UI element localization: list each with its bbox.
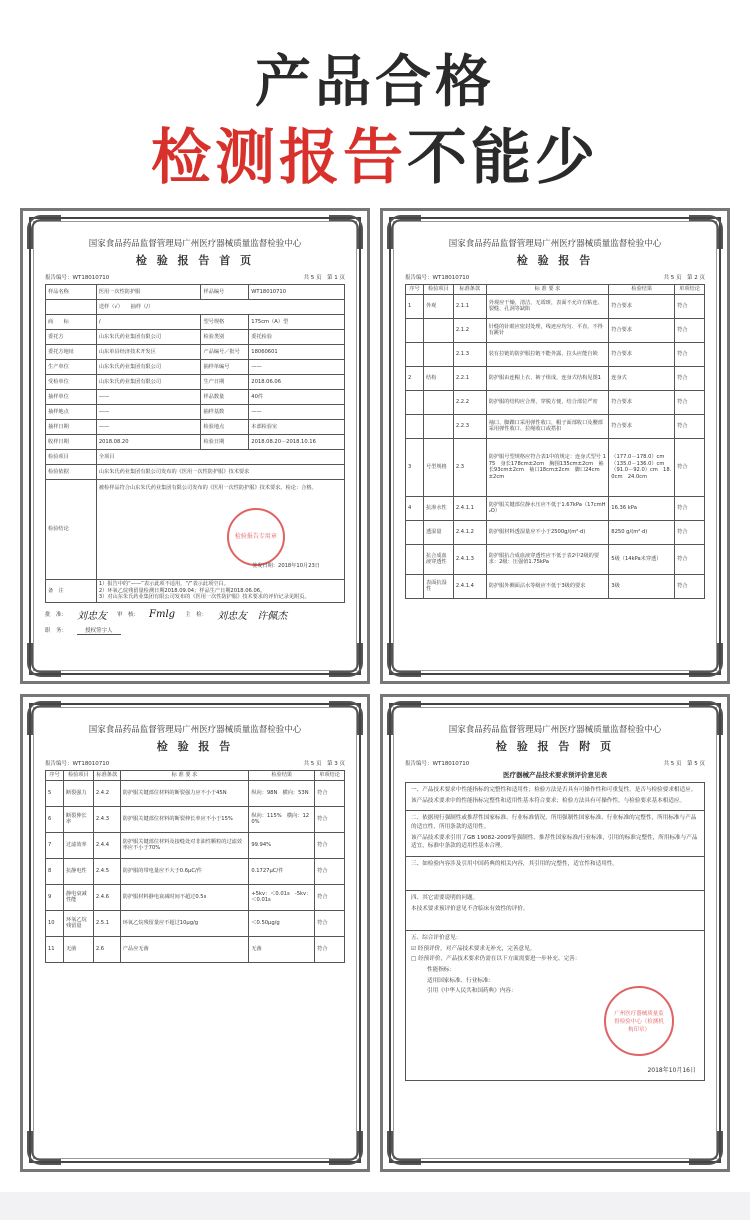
- info-table: [45, 284, 345, 480]
- table-cell: 样品数量: [201, 390, 249, 405]
- table-cell: 2.1.2: [453, 318, 486, 342]
- table-cell: 3级: [609, 574, 675, 598]
- headline-dark-text: 不能少: [407, 123, 599, 193]
- table-cell: 抗渗水性: [423, 496, 453, 520]
- table-cell: 防护服由连帽上衣、裤子组成，连身式结构见图1: [486, 366, 609, 390]
- table-cell: 符合: [315, 936, 345, 962]
- table-row: [46, 910, 345, 936]
- table-row: [46, 465, 345, 480]
- table-cell: 8: [46, 858, 64, 884]
- table-row: [406, 390, 705, 414]
- table-cell: 8250 g/(m²·d): [609, 520, 675, 544]
- table-row: [46, 315, 345, 330]
- report-title: 检 验 报 告 首 页: [135, 254, 255, 267]
- conclusion-text: 被检样品符合山东朱氏药业集团有限公司发布的《医用一次性防护服》技术要求。检论：合格。: [98, 485, 317, 491]
- table-cell: [406, 574, 424, 598]
- table-cell: 检验日期: [201, 435, 249, 450]
- notes-label: 备 注: [46, 580, 97, 603]
- table-cell: 2.4.1.2: [453, 520, 486, 544]
- table-cell: WT18010710: [249, 285, 345, 300]
- table-cell: 2018.06.06: [249, 375, 345, 390]
- org-name: 国家食品药品监督管理局广州医疗器械质量监督检验中心: [88, 725, 302, 735]
- table-row: [46, 435, 345, 450]
- bottom-strip: [0, 1192, 750, 1220]
- table-cell: 10: [46, 910, 64, 936]
- column-header: 单项结论: [315, 771, 345, 781]
- note-item: 2）环氧乙烷残留量检测日期2018.09.04；样品生产日期2018.06.06。: [98, 587, 266, 594]
- table-cell: 40件: [249, 390, 345, 405]
- table-cell: 2.4.5: [93, 858, 120, 884]
- results-table: [405, 284, 705, 599]
- evaluation-section-2: [405, 811, 705, 857]
- table-cell: 结构: [423, 366, 453, 390]
- table-cell: 符合: [675, 342, 705, 366]
- table-cell: 产品应无菌: [120, 936, 249, 962]
- table-cell: ——: [96, 420, 201, 435]
- table-cell: 16.36 kPa: [609, 496, 675, 520]
- table-cell: 6: [46, 806, 64, 832]
- table-cell: 外观: [423, 294, 453, 318]
- table-cell: 样品编号: [201, 285, 249, 300]
- table-cell: 2: [406, 366, 424, 390]
- table-row: [46, 405, 345, 420]
- table-cell: 抽样日期: [46, 420, 97, 435]
- table-cell: 防护服的带电量应不大于0.6μC/件: [120, 858, 249, 884]
- table-row: [406, 414, 705, 438]
- table-cell: [423, 342, 453, 366]
- table-cell: 防护服外侧面沾水等级应不低于3级的要求: [486, 574, 609, 598]
- table-cell: 全项目: [96, 450, 344, 465]
- table-cell: 纵向：115% 横向：120%: [249, 806, 315, 832]
- table-cell: [423, 390, 453, 414]
- table-header-row: [46, 771, 345, 781]
- table-cell: 断裂强力: [63, 780, 93, 806]
- evaluation-paragraph: 该产品技术要求中的性能指标完整性和适用性基本符合要求；检验方法具有可操作性，与检验要求基本相适应。: [411, 797, 686, 804]
- inspection-stamp: 检验报告专用章: [227, 508, 285, 566]
- table-cell: 符合: [675, 574, 705, 598]
- table-row: [46, 806, 345, 832]
- table-row: [46, 390, 345, 405]
- table-cell: 2.2.2: [453, 390, 486, 414]
- report-title: 检 验 报 告: [516, 254, 594, 267]
- table-cell: 受检单位: [46, 375, 97, 390]
- table-cell: 11: [46, 936, 64, 962]
- table-cell: 针缝的针眼应密封处理，线迹应均匀、平直，不得有跳针: [486, 318, 609, 342]
- table-cell: 符合要求: [609, 414, 675, 438]
- position-label: 职 务：: [45, 628, 68, 634]
- table-cell: /: [96, 315, 201, 330]
- column-header: 标准条款: [453, 285, 486, 295]
- table-cell: 符合: [675, 414, 705, 438]
- org-name: 国家食品药品监督管理局广州医疗器械质量监督检验中心: [88, 239, 302, 249]
- certificate-appendix: [380, 694, 730, 1172]
- sign-date: 签发日期：2018年10月23日: [252, 562, 320, 569]
- table-row: [46, 300, 345, 315]
- table-cell: 过滤效率: [63, 832, 93, 858]
- column-header: 检验项目: [423, 285, 453, 295]
- table-cell: 型号规格: [201, 315, 249, 330]
- certificate-page-2: [380, 208, 730, 684]
- table-cell: 符合: [675, 318, 705, 342]
- table-cell: 2018.08.20: [96, 435, 201, 450]
- table-cell: 医用一次性防护服: [96, 285, 201, 300]
- table-row: [46, 420, 345, 435]
- table-cell: [423, 414, 453, 438]
- table-row: [406, 574, 705, 598]
- evaluation-paragraph: 三、如检验内容涉及引用中国药典的相关内容，其引用的完整性，适宜性和适用性。: [411, 860, 618, 867]
- table-row: [406, 342, 705, 366]
- evaluation-paragraph: 五、综合评价意见：: [411, 934, 462, 941]
- table-cell: ——: [96, 405, 201, 420]
- table-cell: 防护服关键部位静水压应不低于1.67kPa（17cmH₂O）: [486, 496, 609, 520]
- evaluation-paragraph: 引用《中华人民共和国药典》内容：: [427, 988, 517, 995]
- report-title: 检 验 报 告: [156, 740, 234, 753]
- table-cell: （177.0－178.0）cm （135.0－136.0）cm （91.0－92.0）cm 18.0cm 24.0cm: [609, 438, 675, 496]
- table-row: [406, 496, 705, 520]
- table-cell: 生产日期: [201, 375, 249, 390]
- table-cell: [406, 520, 424, 544]
- table-cell: 2.4.1.4: [453, 574, 486, 598]
- table-row: [46, 780, 345, 806]
- table-cell: 检验依据: [46, 465, 97, 480]
- table-cell: 抗合成血液穿透性: [423, 544, 453, 574]
- institution-stamp: 广州医疗器械质量监督检验中心（检测机构印章）: [604, 986, 674, 1056]
- headline-line2: [0, 110, 750, 196]
- evaluation-paragraph: □ 经预评价，产品技术要求仍需在以下方面需要进一步补充、完善：: [411, 956, 581, 963]
- table-row: [46, 450, 345, 465]
- table-cell: 送样（√） 抽样（/）: [96, 300, 344, 315]
- table-cell: 防护服关键部位材料的断裂伸长率应不小于15%: [120, 806, 249, 832]
- table-cell: 产品编号／批号: [201, 345, 249, 360]
- evaluation-paragraph: 二、依据现行强制性或推荐性国家标准、行业标准情况，所用强制性国家标准、行业标准的完整性，所用标准与产品的适宜性，所用条款的适用性。: [411, 815, 697, 830]
- table-cell: [406, 342, 424, 366]
- table-cell: 防护服抗合成血液穿透性应不低于表2中2级的要求：2级：压强值1.75kPa: [486, 544, 609, 574]
- table-cell: 检验项目: [46, 450, 97, 465]
- table-cell: 符合: [315, 832, 345, 858]
- column-header: 标 准 要 求: [120, 771, 249, 781]
- column-header: 序号: [46, 771, 64, 781]
- evaluation-paragraph: 适用国家标准、行业标准：: [427, 977, 495, 984]
- table-cell: 符合: [675, 390, 705, 414]
- table-cell: 静电衰减性能: [63, 884, 93, 910]
- page-count: 共 5 页 第 2 页: [663, 275, 705, 281]
- conclusion-table: [45, 479, 345, 603]
- table-row: [46, 345, 345, 360]
- table-cell: [46, 300, 97, 315]
- table-cell: 2.4.3: [93, 806, 120, 832]
- table-cell: 防护服的结构应合理，穿脱方便，结合部位严密: [486, 390, 609, 414]
- table-cell: 1: [406, 294, 424, 318]
- table-cell: 2.1.3: [453, 342, 486, 366]
- certificate-first-page: [20, 208, 370, 684]
- headline-line1: 产品合格: [255, 50, 495, 115]
- table-header-row: [406, 285, 705, 295]
- table-cell: 符合: [675, 366, 705, 390]
- table-row: [406, 438, 705, 496]
- table-cell: 4: [406, 496, 424, 520]
- table-cell: [423, 318, 453, 342]
- table-cell: 抽样地点: [46, 405, 97, 420]
- table-cell: 2.4.4: [93, 832, 120, 858]
- column-header: 检验结果: [249, 771, 315, 781]
- table-cell: 山东朱氏药业集团有限公司: [96, 330, 201, 345]
- headline-red-text: 检测报告: [151, 123, 407, 193]
- table-row: [46, 285, 345, 300]
- table-cell: 符合要求: [609, 390, 675, 414]
- table-cell: 5: [46, 780, 64, 806]
- table-cell: 断裂伸长率: [63, 806, 93, 832]
- table-row: [46, 330, 345, 345]
- column-header: 标 准 要 求: [486, 285, 609, 295]
- table-row: [46, 832, 345, 858]
- table-cell: 装有拉链的防护服拉链不能外露，拉头应能自锁: [486, 342, 609, 366]
- table-cell: 委托方地址: [46, 345, 97, 360]
- table-cell: 本部检验室: [249, 420, 345, 435]
- evaluation-paragraph: 本技术要求预评价意见不含临床有效性的评价。: [411, 905, 529, 912]
- approver-signature: 刘忠友: [77, 610, 108, 622]
- reviewer-label: 审 核：: [117, 612, 140, 618]
- table-cell: 符合: [315, 806, 345, 832]
- table-cell: +5kv：＜0.01s -5kv：＜0.01s: [249, 884, 315, 910]
- evaluation-section-3: [405, 857, 705, 891]
- column-header: 检验项目: [63, 771, 93, 781]
- table-row: [406, 544, 705, 574]
- table-row: [406, 520, 705, 544]
- table-cell: 符合: [315, 858, 345, 884]
- table-cell: 检验地点: [201, 420, 249, 435]
- table-cell: 符合: [675, 544, 705, 574]
- table-cell: 样品名称: [46, 285, 97, 300]
- table-cell: [406, 414, 424, 438]
- table-cell: 99.94%: [249, 832, 315, 858]
- table-cell: 2.4.2: [93, 780, 120, 806]
- tester-label: 主 检：: [185, 612, 208, 618]
- table-cell: 山东单县经济技术开发区: [96, 345, 201, 360]
- page-count: 共 5 页 第 5 页: [663, 761, 705, 767]
- table-cell: 无菌: [63, 936, 93, 962]
- table-cell: 符合: [315, 884, 345, 910]
- table-cell: 连身式: [609, 366, 675, 390]
- report-number: 报告编号：WT18010710: [45, 761, 110, 767]
- evaluation-section-5: [405, 931, 705, 1081]
- table-cell: 2.6: [93, 936, 120, 962]
- table-cell: 2.4.1.3: [453, 544, 486, 574]
- evaluation-paragraph: 一、产品技术要求中性能指标的完整性和适用性；检验方法是否具有可操作性和可重复性，是否与检验要求相适应。: [411, 787, 697, 793]
- column-header: 标准条款: [93, 771, 120, 781]
- table-cell: 18060601: [249, 345, 345, 360]
- table-row: [46, 884, 345, 910]
- note-item: 1）报告中的“——”表示此项不适用，“/”表示此项空白。: [98, 581, 229, 587]
- table-cell: 抽样单位: [46, 390, 97, 405]
- table-row: [406, 318, 705, 342]
- certificate-page-3: [20, 694, 370, 1172]
- table-cell: 收样日期: [46, 435, 97, 450]
- table-cell: 符合: [675, 438, 705, 496]
- table-cell: 2018.08.20－2018.10.16: [249, 435, 345, 450]
- report-title: 检 验 报 告 附 页: [495, 740, 615, 753]
- report-number: 报告编号：WT18010710: [405, 761, 470, 767]
- column-header: 序号: [406, 285, 424, 295]
- org-name: 国家食品药品监督管理局广州医疗器械质量监督检验中心: [448, 239, 662, 249]
- approver-label: 批 准：: [45, 612, 68, 618]
- table-cell: 委托检验: [249, 330, 345, 345]
- page-count: 共 5 页 第 3 页: [303, 761, 345, 767]
- table-cell: ——: [96, 390, 201, 405]
- table-cell: 商 标: [46, 315, 97, 330]
- evaluation-section-4: [405, 891, 705, 931]
- evaluation-subtitle: 医疗器械产品技术要求预评价意见表: [503, 771, 607, 779]
- table-cell: 袖口、脚踝口采用弹性收口，帽子面部收口及腰部采用弹性收口、拉绳收口或搭扣: [486, 414, 609, 438]
- position-value: 授权签字人: [77, 626, 121, 635]
- table-cell: 防护服关键部位材料的断裂强力应不小于45N: [120, 780, 249, 806]
- table-cell: 符合: [675, 520, 705, 544]
- table-cell: 抽样单编号: [201, 360, 249, 375]
- table-cell: 符合: [675, 496, 705, 520]
- evaluation-paragraph: 该产品技术要求引用了GB 19082-2009等强制性、推荐性国家标准/行业标准，引用的标准完整性，所用标准与产品适宜，标准中条款的适用性基本合理。: [411, 834, 698, 850]
- table-cell: 2.4.1.1: [453, 496, 486, 520]
- table-cell: 2.4.6: [93, 884, 120, 910]
- reviewer-signature: Fmlg: [149, 608, 176, 620]
- table-cell: 2.2.3: [453, 414, 486, 438]
- results-table: [45, 770, 345, 963]
- table-cell: 2.2.1: [453, 366, 486, 390]
- table-cell: 0.1727μC/件: [249, 858, 315, 884]
- table-cell: 符合要求: [609, 294, 675, 318]
- table-cell: 9: [46, 884, 64, 910]
- table-cell: ＜0.50μg/g: [249, 910, 315, 936]
- table-row: [406, 294, 705, 318]
- table-cell: 山东朱氏药业集团有限公司发布的《医用一次性防护服》技术要求: [96, 465, 344, 480]
- table-cell: 符合: [675, 294, 705, 318]
- table-cell: 山东朱氏药业集团有限公司: [96, 375, 201, 390]
- table-row: [406, 366, 705, 390]
- table-cell: 委托方: [46, 330, 97, 345]
- table-row: [46, 858, 345, 884]
- table-cell: 环氧乙烷残留量应不超过10μg/g: [120, 910, 249, 936]
- table-cell: 外观应干燥、清洁，无霉斑，表面不允许有粘连、裂缝、孔洞等缺陷: [486, 294, 609, 318]
- table-cell: 防护服关键部位材料及接缝处对非油性颗粒的过滤效率应不小于70%: [120, 832, 249, 858]
- table-cell: 纵向：98N 横向：53N: [249, 780, 315, 806]
- evaluation-paragraph: ☑ 经预评价，对产品技术要求无补充，完善意见。: [411, 945, 536, 952]
- table-cell: 检验类别: [201, 330, 249, 345]
- table-cell: [406, 318, 424, 342]
- table-cell: ——: [249, 360, 345, 375]
- tester-signature: 刘忠友 许佩杰: [217, 610, 288, 622]
- table-cell: 防护服号型规格应符合表1中的规定：连身式型号 175 身长178cm±2cm 胸围135cm±2cm 袖长93cm±2cm 袖口18cm±2cm 脚口24cm±2cm: [486, 438, 609, 496]
- table-cell: 3: [406, 438, 424, 496]
- table-cell: 透湿量: [423, 520, 453, 544]
- table-cell: ——: [249, 405, 345, 420]
- table-cell: 符合: [315, 910, 345, 936]
- table-cell: 符合要求: [609, 318, 675, 342]
- table-cell: 号型规格: [423, 438, 453, 496]
- report-number: 报告编号：WT18010710: [45, 275, 110, 281]
- table-cell: 符合要求: [609, 342, 675, 366]
- table-cell: 175cm（A）型: [249, 315, 345, 330]
- table-cell: 抗静电性: [63, 858, 93, 884]
- table-cell: 生产单位: [46, 360, 97, 375]
- table-cell: 表面抗湿性: [423, 574, 453, 598]
- evaluation-date: 2018年10月16日: [647, 1066, 696, 1074]
- table-cell: 防护服材料静电衰减时间不超过0.5s: [120, 884, 249, 910]
- table-cell: 符合: [315, 780, 345, 806]
- table-cell: 2.1.1: [453, 294, 486, 318]
- org-name: 国家食品药品监督管理局广州医疗器械质量监督检验中心: [448, 725, 662, 735]
- conclusion-label: 检验结论: [46, 480, 97, 580]
- table-cell: 7: [46, 832, 64, 858]
- table-cell: [406, 544, 424, 574]
- table-cell: 2.5.1: [93, 910, 120, 936]
- table-cell: [406, 390, 424, 414]
- table-cell: 防护服材料透湿量应不小于2500g/(m²·d): [486, 520, 609, 544]
- table-cell: 环氧乙烷残留量: [63, 910, 93, 936]
- table-row: [46, 936, 345, 962]
- table-cell: 2.3: [453, 438, 486, 496]
- table-row: [46, 360, 345, 375]
- report-number: 报告编号：WT18010710: [405, 275, 470, 281]
- column-header: 检验结果: [609, 285, 675, 295]
- evaluation-paragraph: 四、其它需要说明的问题。: [411, 894, 479, 901]
- table-cell: 无菌: [249, 936, 315, 962]
- table-cell: 5级（14kPa未穿透）: [609, 544, 675, 574]
- page-count: 共 5 页 第 1 页: [303, 275, 345, 281]
- evaluation-section-1: [405, 782, 705, 811]
- table-cell: 山东朱氏药业集团有限公司: [96, 360, 201, 375]
- table-row: [46, 375, 345, 390]
- table-cell: 抽样基数: [201, 405, 249, 420]
- evaluation-paragraph: 性能指标：: [427, 966, 455, 973]
- column-header: 单项结论: [675, 285, 705, 295]
- note-item: 3）对山东朱氏药业集团有限公司发布的《医用一次性防护服》技术要求的评价记录见附页。: [98, 594, 310, 600]
